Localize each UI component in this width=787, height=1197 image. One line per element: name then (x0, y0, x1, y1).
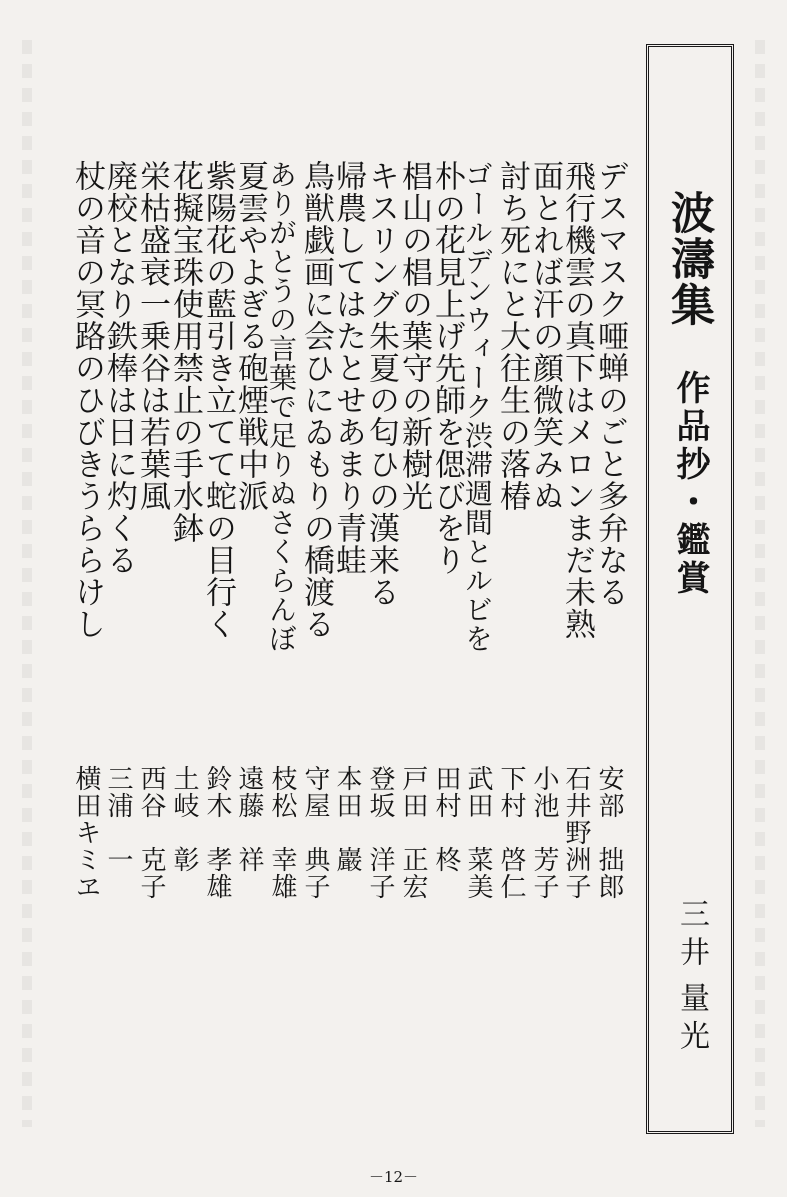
haiku-text: 夏雲やよぎる砲煙戦中派 (232, 160, 268, 512)
haiku-text: 紫陽花の藍引き立てて蛇の目行く (200, 160, 236, 640)
poet-name: 小池 芳子 (529, 765, 559, 900)
haiku-text: 花擬宝珠使用禁止の手水鉢 (167, 160, 203, 544)
poet-name: 三浦 一 (103, 765, 133, 873)
haiku-text: ありがとうの言葉で足りぬさくらんぼ (265, 160, 298, 653)
poet-name: 本田 巖 (332, 765, 362, 873)
selector-family-name: 三井 (674, 898, 709, 974)
poet-name: 守屋 典子 (300, 765, 330, 900)
poet-name: 武田 菜美 (463, 765, 493, 900)
poet-name: 遠藤 祥 (234, 765, 264, 873)
section-subtitle: 作品抄・鑑賞 (670, 370, 710, 598)
poet-name: 安部 拙郎 (594, 765, 624, 900)
haiku-text: 面とれば汗の顔微笑みぬ (527, 160, 563, 512)
poet-name: 下村 啓仁 (496, 765, 526, 900)
haiku-text: 椙山の椙の葉守の新樹光 (396, 160, 432, 512)
haiku-text: 帰農してはたとせあまり青蛙 (330, 160, 366, 576)
haiku-text: 杖の音の冥路のひびきうららけし (69, 160, 105, 640)
selector-given-name: 量光 (674, 982, 709, 1058)
poet-name: 鈴木 孝雄 (202, 765, 232, 900)
haiku-text: 討ち死にと大往生の落椿 (494, 160, 530, 512)
haiku-text: ゴールデンウィーク渋滞週間とルビを (461, 160, 494, 653)
haiku-text: 鳥獣戯画に会ひにゐもりの橋渡る (298, 160, 334, 640)
page-number: －12－ (368, 1168, 419, 1186)
haiku-text: 廃校となり鉄棒は日に灼くる (101, 160, 137, 576)
haiku-text: 飛行機雲の真下はメロンまだ未熟 (559, 160, 595, 640)
poet-name: 田村 柊 (431, 765, 461, 873)
poet-name: 戸田 正宏 (398, 765, 428, 900)
haiku-text: 朴の花見上げ先師を偲びをり (429, 160, 465, 576)
haiku-text: キスリング朱夏の匂ひの漢来る (363, 160, 399, 608)
poet-name: 登坂 洋子 (365, 765, 395, 900)
series-title: 波濤集 (663, 190, 714, 328)
poet-name: 西谷 克子 (136, 765, 166, 900)
poet-name: 枝松 幸雄 (267, 765, 297, 900)
poet-name: 横田キミヱ (71, 765, 101, 900)
poet-name: 石井野洲子 (561, 765, 591, 900)
poet-name: 土岐 彰 (169, 765, 199, 873)
show-through-texture (755, 40, 765, 1127)
haiku-text: 栄枯盛衰一乗谷は若葉風 (134, 160, 170, 512)
show-through-texture (22, 40, 32, 1127)
haiku-text: デスマスク唖蝉のごと多弁なる (592, 160, 628, 608)
